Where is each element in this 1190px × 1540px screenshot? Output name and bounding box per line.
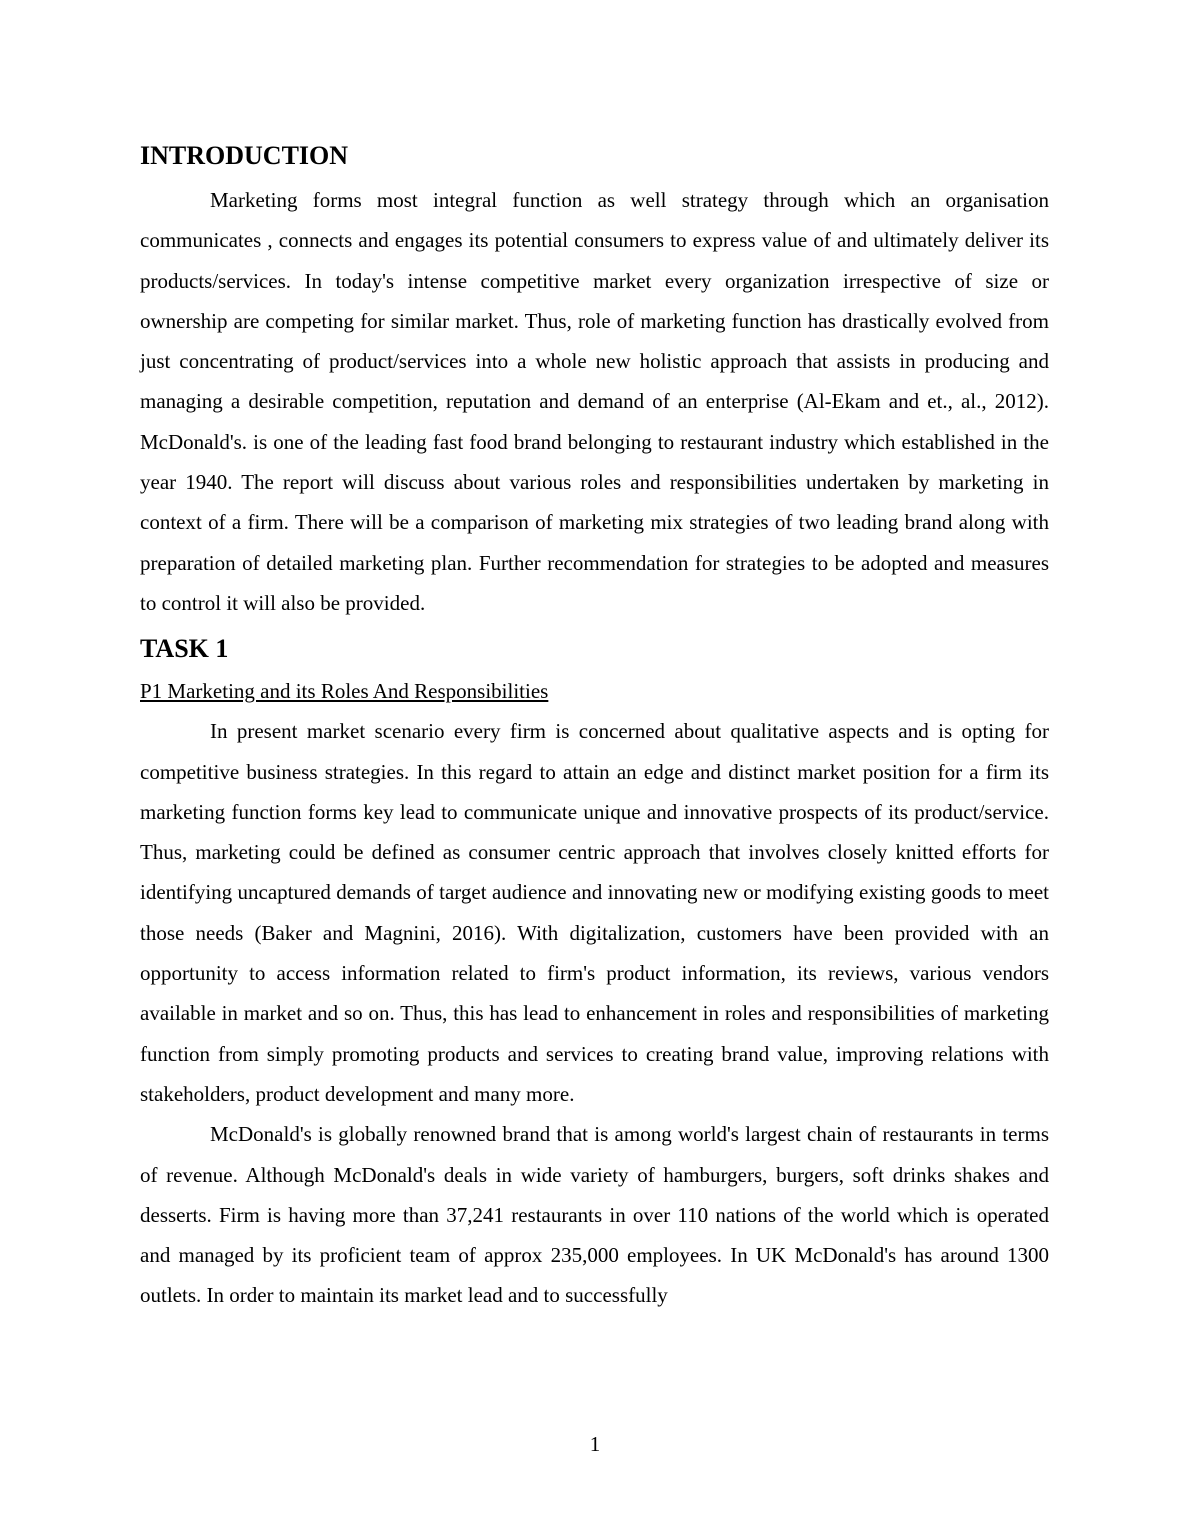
introduction-heading: INTRODUCTION (140, 141, 349, 170)
page-number: 1 (589, 1432, 601, 1456)
introduction-paragraph: Marketing forms most integral function as well strategy through which an organisation communicates , connects and engages its potential consumers to express value of and ultimately deliver its products/services. In today's intense competitive market every organization irrespective of size or ownership are competing for similar market. Thus, role of marketing function has drastically evolved from just concentrating of product/services into a whole new holistic approach that assists in producing and managing a desirable competition, reputation and demand of an enterprise (Al-Ekam and et., al., 2012). McDonald's. is one of the leading fast food brand belonging to restaurant industry which established in the year 1940. The report will discuss about various roles and responsibilities undertaken by marketing in context of a firm. There will be a comparison of marketing mix strategies of two leading brand along with preparation of detailed marketing plan. Further recommendation for strategies to be adopted and measures to control it will also be provided. (140, 188, 1049, 615)
task-1-heading: TASK 1 (140, 634, 229, 664)
p1-subheading: P1 Marketing and its Roles And Responsibilities (140, 679, 549, 704)
document-page (140, 138, 1049, 1316)
p1-paragraph-2: McDonald's is globally renowned brand that is among world's largest chain of restaurants in terms of revenue. Although McDonald's deals in wide variety of hamburgers, burgers, soft drinks shakes and desserts. Firm is having more than 37,241 restaurants in over 110 nations of the world which is operated and managed by its proficient team of approx 235,000 employees. In UK McDonald's has around 1300 outlets. In order to maintain its market lead and to successfully (140, 1122, 1049, 1308)
p1-paragraph-1: In present market scenario every firm is concerned about qualitative aspects and is opting for competitive business strategies. In this regard to attain an edge and distinct market position for a firm its marketing function forms key lead to communicate unique and innovative prospects of its product/service. Thus, marketing could be defined as consumer centric approach that involves closely knitted efforts for identifying uncaptured demands of target audience and innovating new or modifying existing goods to meet those needs (Baker and Magnini, 2016). With digitalization, customers have been provided with an opportunity to access information related to firm's product information, its reviews, various vendors available in market and so on. Thus, this has lead to enhancement in roles and responsibilities of marketing function from simply promoting products and services to creating brand value, improving relations with stakeholders, product development and many more. (140, 719, 1049, 1106)
